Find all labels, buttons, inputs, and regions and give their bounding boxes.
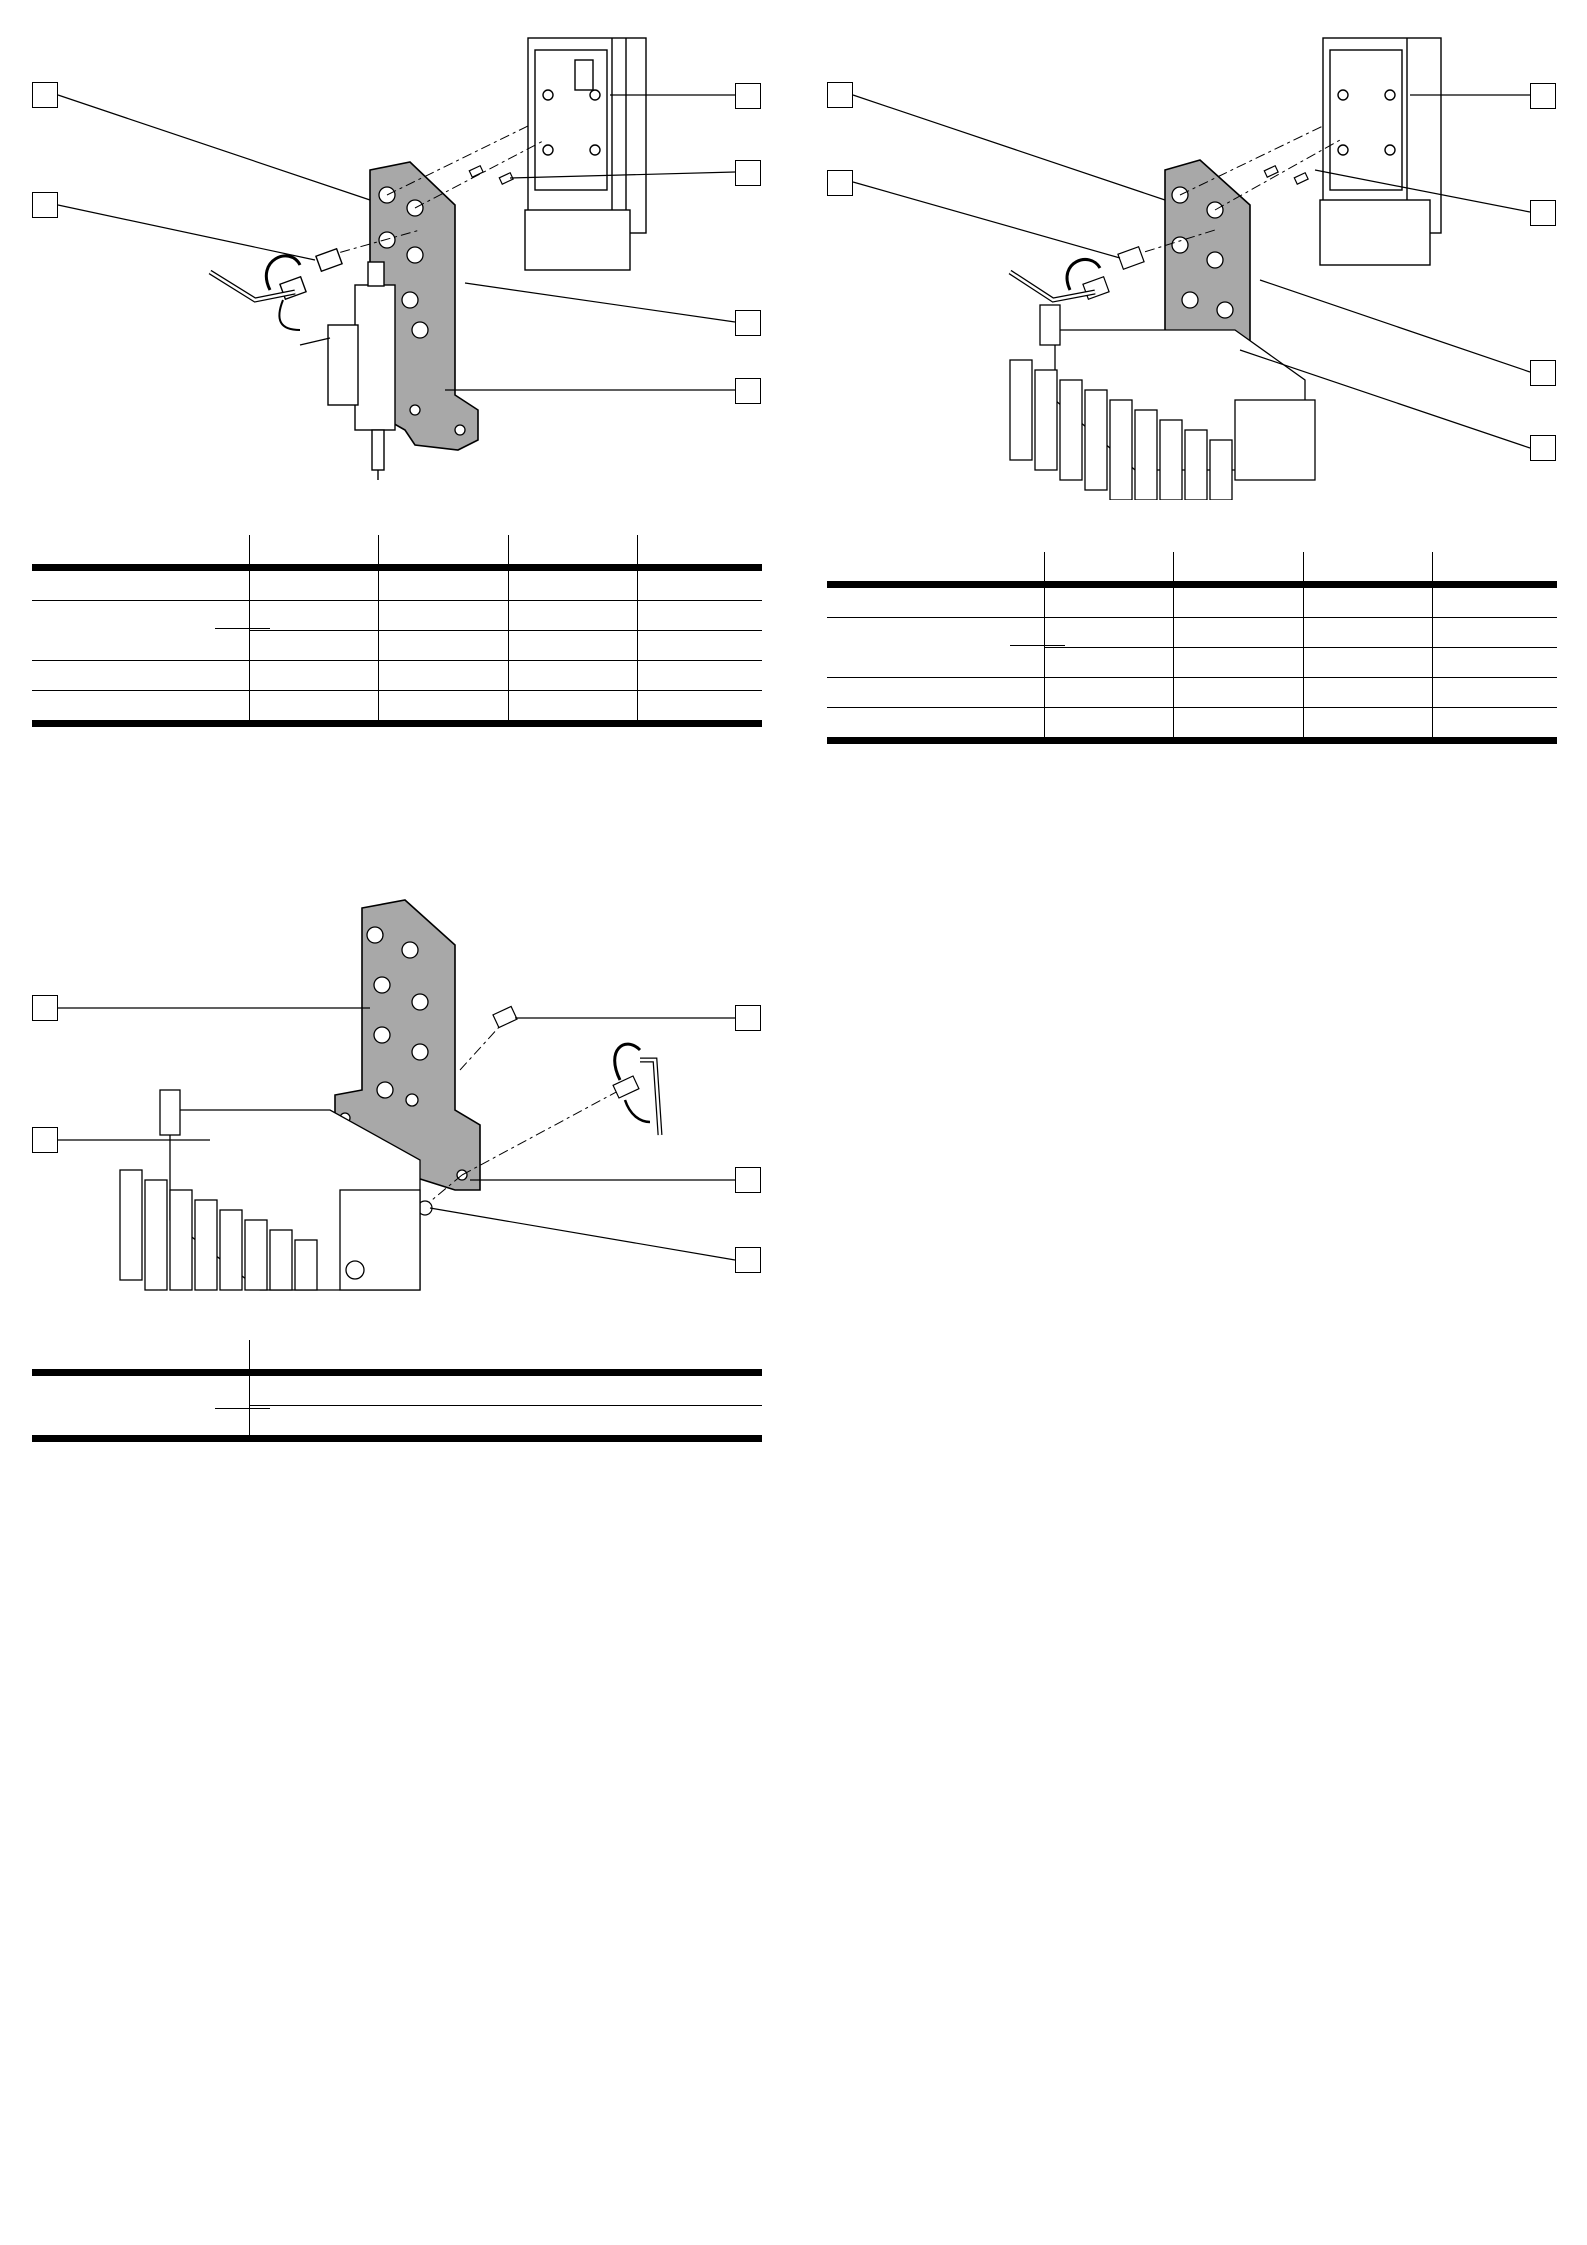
table-cell [250,661,379,691]
table-cell [1045,678,1174,708]
table-cell [250,691,379,724]
table-3-subrow-divider [215,1408,270,1409]
table-cell [827,678,1045,708]
table-3-header-row [32,1340,762,1373]
table-row [827,648,1557,678]
table-row [32,1406,762,1439]
table-cell [32,601,250,631]
table-cell [250,1340,763,1373]
table-cell [1045,585,1174,618]
table-cell [1303,678,1432,708]
table-cell [379,691,508,724]
callout-box-5 [735,1247,761,1273]
table-cell [32,568,250,601]
table-cell [1303,648,1432,678]
table-row [827,678,1557,708]
table-cell [1433,585,1557,618]
callout-box-4 [1530,200,1556,226]
figure-3 [0,890,790,1300]
table-cell [250,601,379,631]
table-2-subrow-divider [1010,645,1065,646]
linear-axis-drawing [525,38,646,270]
table-row [32,568,762,601]
table-cell [250,631,379,661]
table-cell [32,661,250,691]
table-2 [827,552,1557,744]
figure-3-illustration [0,890,790,1300]
table-cell [508,691,637,724]
table-cell [250,1373,763,1406]
table-3 [32,1340,762,1442]
table-cell [1174,678,1303,708]
table-cell [1433,618,1557,648]
table-cell [1303,708,1432,741]
callout-box-1 [32,995,58,1021]
table-cell [1045,618,1174,648]
table-cell [1303,618,1432,648]
table-1-header-row [32,535,762,568]
table-row [32,1373,762,1406]
callout-box-1 [32,82,58,108]
valve-terminal-drawing [1010,305,1315,500]
callout-box-3 [735,83,761,109]
table-cell [827,618,1045,648]
figure-2 [795,0,1585,500]
callout-box-5 [735,310,761,336]
callout-box-1 [827,82,853,108]
table-cell [250,568,379,601]
callout-box-4 [735,1167,761,1193]
table-1 [32,535,762,727]
table-row [827,585,1557,618]
table-cell [1303,552,1432,585]
table-row [32,691,762,724]
table-cell [827,648,1045,678]
callout-box-3 [1530,83,1556,109]
table-row [827,618,1557,648]
table-row [32,631,762,661]
callout-box-3 [735,1005,761,1031]
table-cell [32,1340,250,1373]
figure-1-illustration [0,0,790,500]
table-cell [379,568,508,601]
table-cell [638,631,762,661]
table-cell [1174,618,1303,648]
table-cell [508,661,637,691]
table-cell [32,535,250,568]
table-cell [250,1406,763,1439]
table-cell [1045,648,1174,678]
table-cell [1174,585,1303,618]
table-cell [827,552,1045,585]
table-cell [1433,708,1557,741]
callout-box-2 [827,170,853,196]
table-cell [379,601,508,631]
table-cell [638,601,762,631]
figure-2-illustration [795,0,1585,500]
figure-1 [0,0,790,500]
table-cell [379,631,508,661]
table-row [827,708,1557,741]
table-cell [827,708,1045,741]
table-cell [1433,552,1557,585]
table-cell [508,601,637,631]
table-row [32,601,762,631]
table-cell [1433,678,1557,708]
table-cell [1303,585,1432,618]
table-cell [1045,552,1174,585]
table-cell [379,661,508,691]
callout-box-6 [1530,435,1556,461]
table-cell [508,568,637,601]
table-cell [638,568,762,601]
pressure-regulator-drawing [300,262,395,480]
callout-box-4 [735,160,761,186]
table-cell [1174,648,1303,678]
table-cell [32,1406,250,1439]
table-cell [508,631,637,661]
table-cell [638,661,762,691]
table-cell [1174,708,1303,741]
table-cell [638,535,762,568]
table-cell [1174,552,1303,585]
callout-box-2 [32,1127,58,1153]
table-cell [1045,708,1174,741]
table-cell [1433,648,1557,678]
table-cell [32,631,250,661]
table-cell [638,691,762,724]
table-cell [32,691,250,724]
callout-box-5 [1530,360,1556,386]
callout-box-6 [735,378,761,404]
callout-box-2 [32,192,58,218]
table-2-header-row [827,552,1557,585]
table-row [32,661,762,691]
table-cell [379,535,508,568]
table-cell [32,1373,250,1406]
table-cell [250,535,379,568]
table-1-subrow-divider [215,628,270,629]
table-cell [508,535,637,568]
table-cell [827,585,1045,618]
